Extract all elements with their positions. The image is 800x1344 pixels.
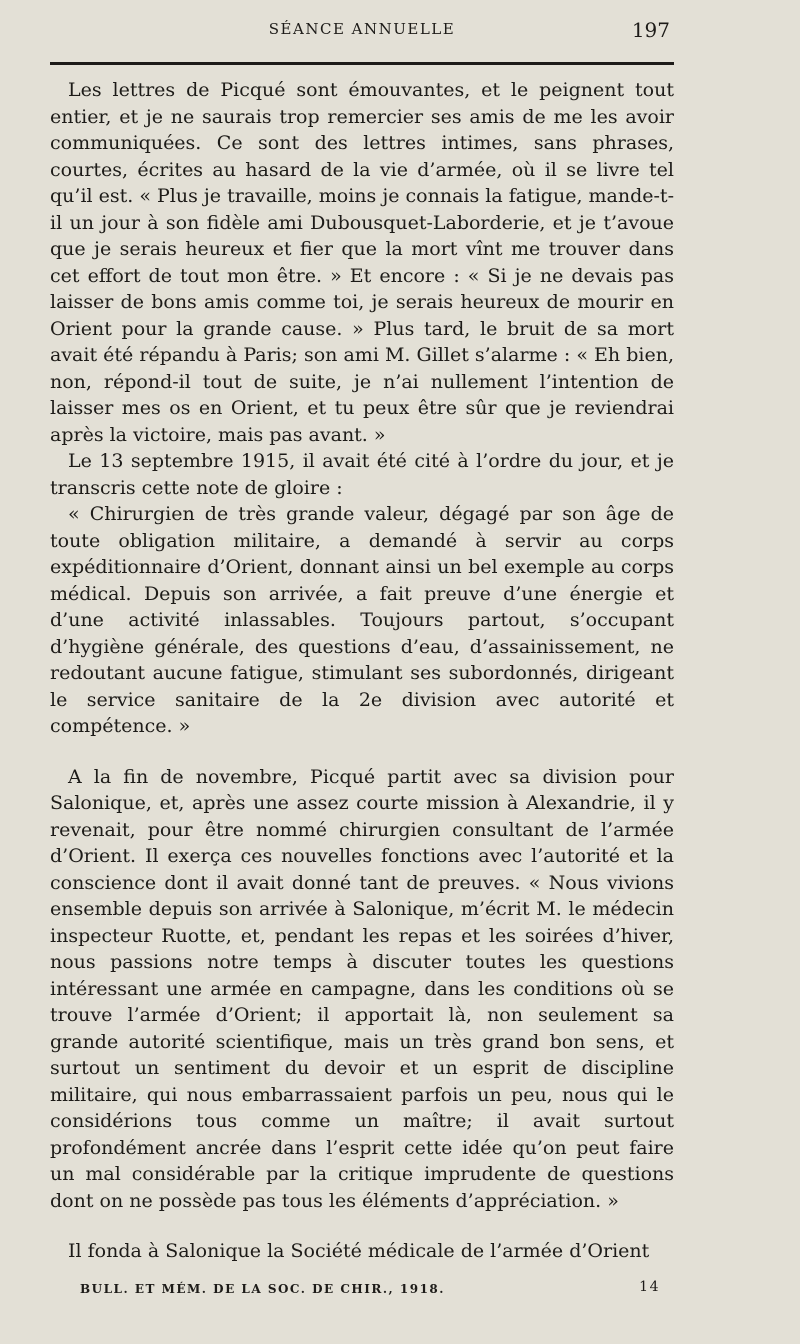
- paragraph-salonique: A la fin de novembre, Picqué partit avec sa division pour Salonique, et, après une assez courte mission à Alexandrie, il y revenait, pour être nommé chirurgien consultant de l’armée d’Orient. Il exerça ces nouvelles fonctions avec l’autorité et la conscience dont il avait donné tant de preuves. « Nous vivions ensemble depuis son arrivée à Salonique, m’écrit M. le médecin inspecteur Ruotte, et, pendant les repas et les soirées d’hiver, nous passions notre temps à discuter toutes les questions intéressant une armée en campagne, dans les conditions où se trouve l’armée d’Orient; il apportait là, non seulement sa grande autorité scientifique, mais un très grand bon sens, et surtout un sentiment du devoir et un esprit de discipline militaire, qui nous embarrassaient parfois un peu, nous qui le considérions tous comme un maître; il avait surtout profondément ancrée dans l’esprit cette idée qu’on peut faire un mal considérable par la critique imprudente de questions dont on ne possède pas tous les éléments d’appréciation. »: [50, 765, 674, 1212]
- paragraph-citation-intro: Le 13 septembre 1915, il avait été cité à l’ordre du jour, et je transcris cette note de gloire :: [50, 450, 674, 499]
- paragraph-citation: « Chirurgien de très grande valeur, dégagé par son âge de toute obligation militaire, a demandé à servir au corps expéditionnaire d’Orient, donnant ainsi un bel exemple au corps médical. Depuis son arrivée, a fait preuve d’une énergie et d’une activité inlassables. Toujours partout, s’occupant d’hygiène générale, des questions d’eau, d’assainissement, ne redoutant aucune fatigue, stimulant ses subordonnés, dirigeant le service sanitaire de la 2e division avec autorité et compétence. »: [50, 503, 674, 737]
- paragraph-societe: Il fonda à Salonique la Société médicale de l’armée d’Orient: [68, 1240, 650, 1262]
- body-text: [50, 77, 674, 1265]
- running-head: [50, 18, 674, 46]
- running-title: SÉANCE ANNUELLE: [268, 20, 456, 38]
- signature-mark: 14: [639, 1279, 660, 1295]
- page-number: 197: [631, 18, 670, 42]
- footer: [80, 1279, 660, 1302]
- paragraph-letters: Les lettres de Picqué sont émouvantes, et le peignent tout entier, et je ne saurais trop remercier ses amis de me les avoir communiquées. Ce sont des lettres intimes, sans phrases, courtes, écrites au hasard de la vie d’armée, où il se livre tel qu’il est. « Plus je travaille, moins je connais la fatigue, mande-t-il un jour à son fidèle ami Dubousquet-Laborderie, et je t’avoue que je serais heureux et fier que la mort vînt me trouver dans cet effort de tout mon être. » Et encore : « Si je ne devais pas laisser de bons amis comme toi, je serais heureux de mourir en Orient pour la grande cause. » Plus tard, le bruit de sa mort avait été répandu à Paris; son ami M. Gillet s’alarme : « Eh bien, non, répond-il tout de suite, je n’ai nullement l’intention de laisser mes os en Orient, et tu peux être sûr que je reviendrai après la victoire, mais pas avant. »: [50, 79, 674, 446]
- journal-reference: BULL. ET MÉM. DE LA SOC. DE CHIR., 1918.: [80, 1282, 445, 1296]
- header-rule: [50, 62, 674, 65]
